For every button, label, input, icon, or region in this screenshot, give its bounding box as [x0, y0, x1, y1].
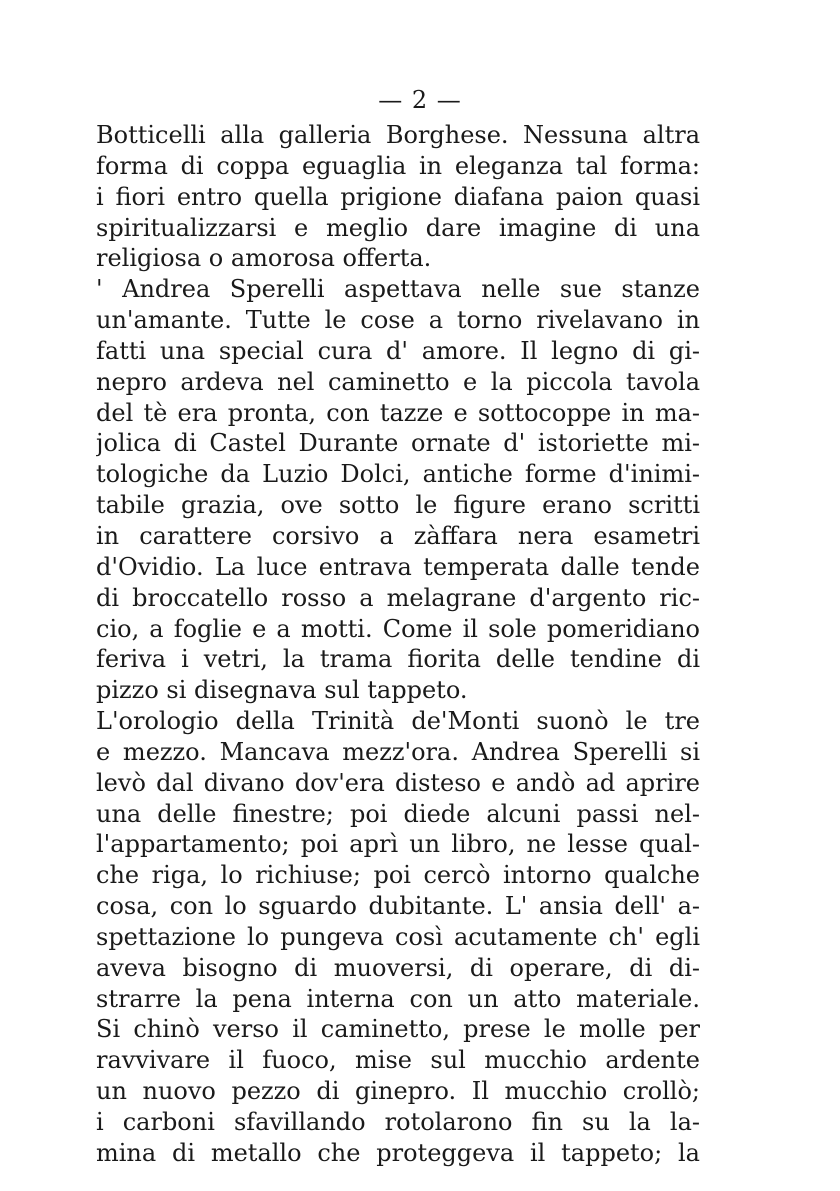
- text-line: religiosa o amorosa offerta.: [96, 244, 432, 273]
- text-line: feriva i vetri, la trama fiorita delle tendine di: [96, 645, 700, 674]
- text-line: fatti una special cura d' amore. Il legno di gi-: [96, 336, 700, 365]
- text-line: ravvivare il fuoco, mise sul mucchio ardente: [96, 1046, 700, 1075]
- text-line: d'Ovidio. La luce entrava temperata dalle tende: [96, 552, 700, 581]
- text-line: che riga, lo richiuse; poi cercò intorno qualche: [96, 861, 700, 890]
- text-line: in carattere corsivo a zàffara nera esametri: [96, 521, 700, 550]
- text-line: forma di coppa eguaglia in eleganza tal forma:: [96, 151, 700, 180]
- text-line: aveva bisogno di muoversi, di operare, di di-: [96, 953, 700, 982]
- text-line: spettazione lo pungeva così acutamente ch' egli: [96, 922, 700, 951]
- text-line: di broccatello rosso a melagrane d'argento ric-: [96, 583, 700, 612]
- text-line: ' Andrea Sperelli aspettava nelle sue stanze: [96, 275, 700, 304]
- text-line: spiritualizzarsi e meglio dare imagine di una: [96, 213, 700, 242]
- text-line: del tè era pronta, con tazze e sottocoppe in ma-: [96, 398, 700, 427]
- text-line: i fiori entro quella prigione diafana paion quasi: [96, 182, 700, 211]
- text-line: cio, a foglie e a motti. Come il sole pomeridiano: [96, 614, 700, 643]
- text-line: tabile grazia, ove sotto le figure erano scritti: [96, 491, 700, 520]
- text-line: Botticelli alla galleria Borghese. Nessuna altra: [96, 121, 700, 149]
- text-line: una delle finestre; poi diede alcuni passi nel-: [96, 799, 700, 828]
- text-line: cosa, con lo sguardo dubitante. L' ansia dell' a-: [96, 892, 700, 921]
- text-line: strarre la pena interna con un atto materiale.: [96, 984, 700, 1013]
- body-text: [96, 120, 700, 1169]
- text-line: l'appartamento; poi aprì un libro, ne lesse qual-: [96, 830, 700, 859]
- text-line: Si chinò verso il caminetto, prese le molle per: [96, 1015, 700, 1044]
- text-line: mina di metallo che proteggeva il tappeto; la: [96, 1138, 700, 1167]
- text-line: jolica di Castel Durante ornate d' istoriette mi-: [96, 429, 700, 458]
- text-line: un'amante. Tutte le cose a torno rivelavano in: [96, 306, 700, 335]
- text-line: un nuovo pezzo di ginepro. Il mucchio crollò;: [96, 1077, 700, 1106]
- text-line: tologiche da Luzio Dolci, antiche forme d'inimi-: [96, 460, 700, 489]
- text-line: levò dal divano dov'era disteso e andò ad aprire: [96, 768, 700, 797]
- page-number: — 2 —: [378, 86, 462, 114]
- text-line: L'orologio della Trinità de'Monti suonò le tre: [96, 707, 700, 736]
- text-line: pizzo si disegnava sul tappeto.: [96, 676, 468, 705]
- text-line: e mezzo. Mancava mezz'ora. Andrea Sperelli si: [96, 737, 700, 766]
- text-line: i carboni sfavillando rotolarono fin su la la-: [96, 1108, 700, 1136]
- text-line: nepro ardeva nel caminetto e la piccola tavola: [96, 367, 700, 396]
